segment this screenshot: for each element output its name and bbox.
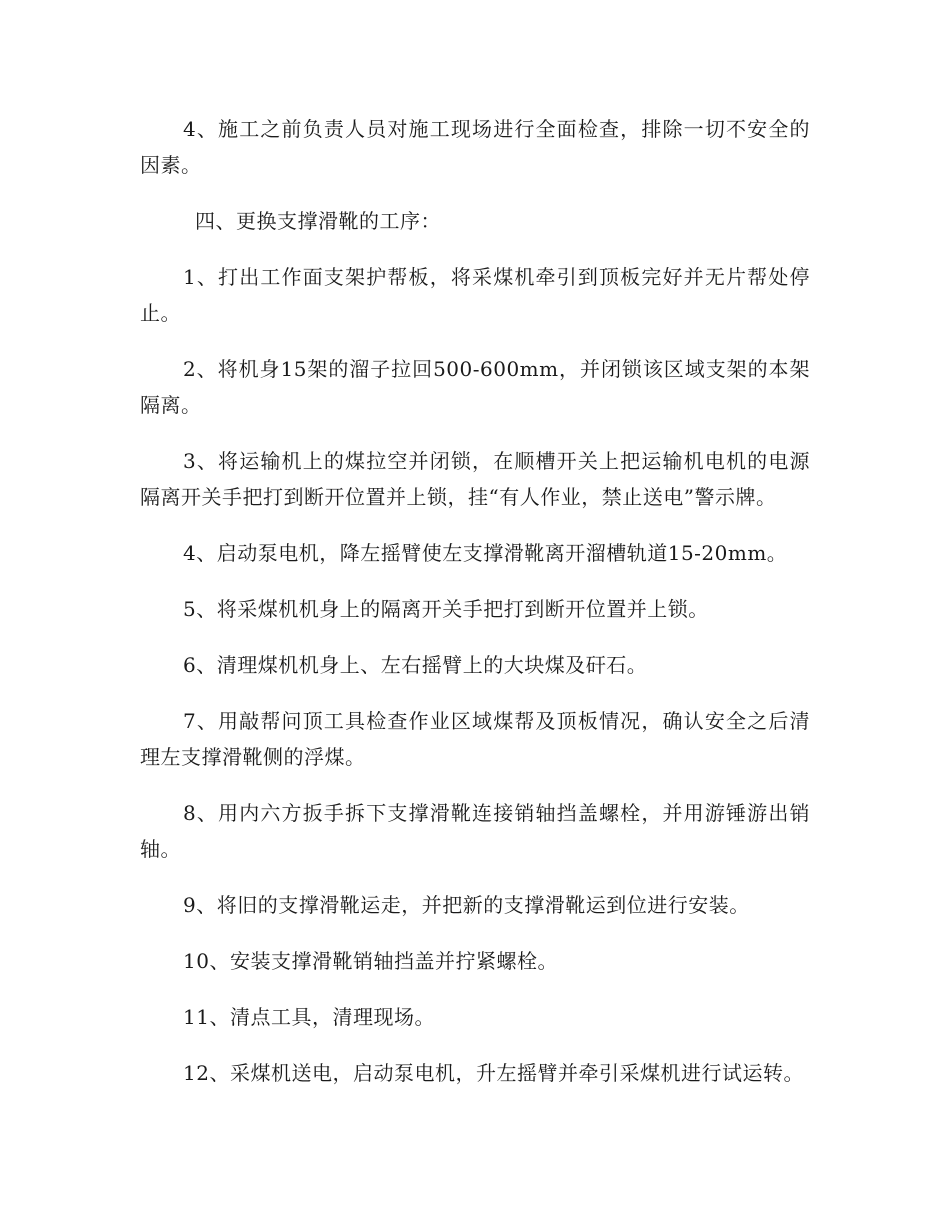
paragraph-step-7: 7、用敲帮问顶工具检查作业区域煤帮及顶板情况，确认安全之后清理左支撑滑靴侧的浮煤。 xyxy=(140,709,810,769)
paragraph-step-3: 3、将运输机上的煤拉空并闭锁，在顺槽开关上把运输机电机的电源隔离开关手把打到断开位置并上锁，挂“有人作业，禁止送电”警示牌。 xyxy=(140,449,810,509)
paragraph-step-1: 1、打出工作面支架护帮板，将采煤机牵引到顶板完好并无片帮处停止。 xyxy=(140,265,810,325)
paragraph-step-10: 10、安装支撑滑靴销轴挡盖并拧紧螺栓。 xyxy=(183,949,558,973)
paragraph-step-4-prep: 4、施工之前负责人员对施工现场进行全面检查，排除一切不安全的因素。 xyxy=(140,117,810,177)
section-heading: 四、更换支撑滑靴的工序： xyxy=(195,209,441,233)
document-body xyxy=(140,111,810,1111)
paragraph-step-5: 5、将采煤机机身上的隔离开关手把打到断开位置并上锁。 xyxy=(183,597,709,621)
paragraph-step-2: 2、将机身15架的溜子拉回500-600mm，并闭锁该区域支架的本架隔离。 xyxy=(140,357,810,417)
paragraph-step-11: 11、清点工具，清理现场。 xyxy=(183,1005,435,1029)
paragraph-step-8: 8、用内六方扳手拆下支撑滑靴连接销轴挡盖螺栓，并用游锤游出销轴。 xyxy=(140,801,810,861)
paragraph-step-12: 12、采煤机送电，启动泵电机，升左摇臂并牵引采煤机进行试运转。 xyxy=(183,1061,804,1085)
paragraph-step-4: 4、启动泵电机，降左摇臂使左支撑滑靴离开溜槽轨道15-20mm。 xyxy=(183,541,788,565)
paragraph-step-9: 9、将旧的支撑滑靴运走，并把新的支撑滑靴运到位进行安装。 xyxy=(183,893,750,917)
paragraph-step-6: 6、清理煤机机身上、左右摇臂上的大块煤及矸石。 xyxy=(183,653,648,677)
